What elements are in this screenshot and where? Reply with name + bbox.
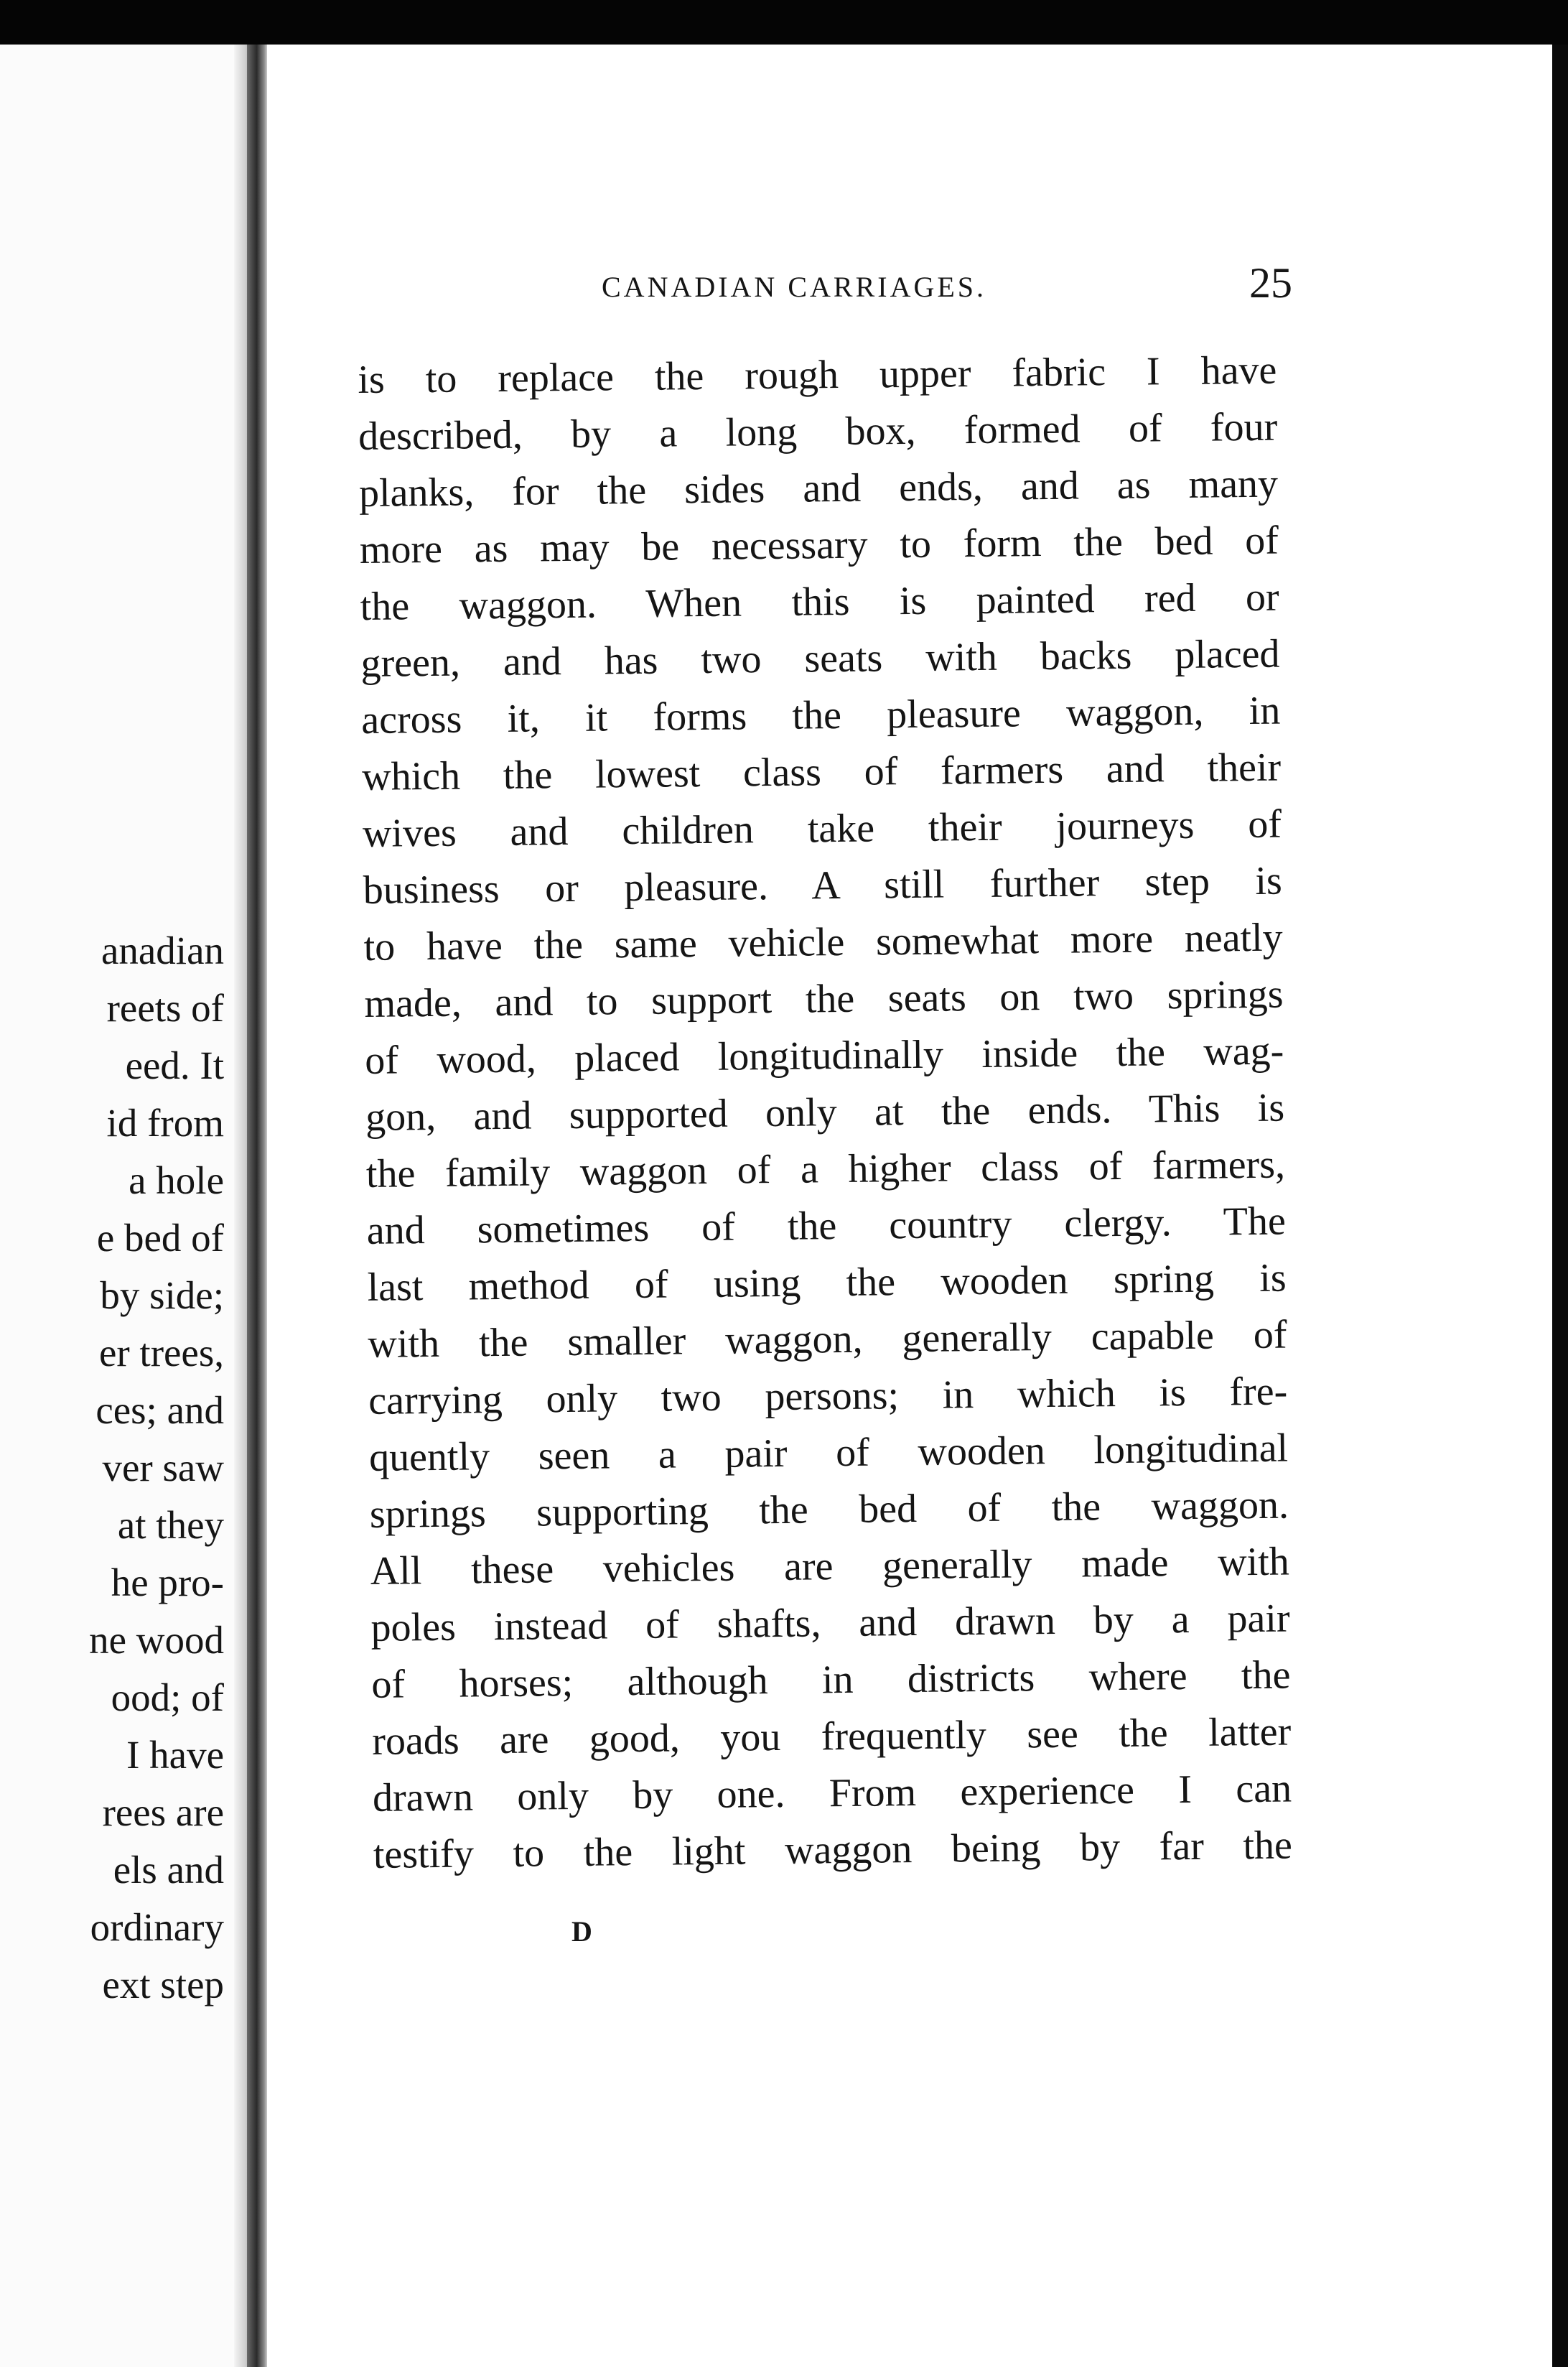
text-line: drawn only by one. From experience I can	[372, 1766, 1292, 1820]
text-line: springs supporting the bed of the waggon.	[369, 1482, 1289, 1537]
text-line: across it, it forms the pleasure waggon, in	[361, 688, 1281, 743]
text-line: roads are good, you frequently see the latter	[371, 1709, 1292, 1764]
previous-page-line: e bed of	[96, 1216, 224, 1260]
previous-page-line: ne wood	[89, 1618, 224, 1662]
text-line: testify to the light waggon being by far the	[373, 1823, 1293, 1877]
text-line: the waggon. When this is painted red or	[360, 575, 1279, 629]
text-line: All these vehicles are generally made with	[370, 1539, 1290, 1594]
previous-page-line: ext step	[102, 1963, 224, 2006]
text-line: planks, for the sides and ends, and as many	[358, 461, 1279, 516]
previous-page-line: at they	[117, 1503, 224, 1547]
previous-page-line: anadian	[101, 929, 224, 972]
text-line: with the smaller waggon, generally capable of	[368, 1312, 1287, 1367]
text-line: to have the same vehicle somewhat more neatly	[363, 915, 1283, 969]
text-line: last method of using the wooden spring is	[367, 1255, 1287, 1310]
text-line: is to replace the rough upper fabric I have	[358, 348, 1277, 402]
previous-page-line: he pro-	[111, 1561, 224, 1604]
text-line: green, and has two seats with backs placed	[360, 631, 1280, 686]
text-line: carrying only two persons; in which is fre-	[368, 1369, 1288, 1423]
previous-page-line: a hole	[129, 1158, 224, 1202]
previous-page-line: by side;	[100, 1273, 224, 1317]
text-line: described, by a long box, formed of four	[358, 404, 1278, 459]
text-line: business or pleasure. A still further step is	[363, 858, 1283, 913]
body-text	[358, 343, 1292, 1884]
text-line: poles instead of shafts, and drawn by a pair	[370, 1596, 1290, 1650]
previous-page-line: ver saw	[102, 1446, 224, 1489]
previous-page	[0, 45, 253, 2367]
previous-page-line: ces; and	[95, 1388, 224, 1432]
previous-page-line: ordinary	[90, 1905, 224, 1949]
previous-page-line: rees are	[102, 1790, 224, 1834]
text-line: of horses; although in districts where the	[371, 1652, 1291, 1707]
text-line: wives and children take their journeys of	[362, 801, 1282, 856]
scan-edge	[1552, 45, 1568, 2367]
text-line: and sometimes of the country clergy. The	[366, 1199, 1287, 1253]
page-number: 25	[1249, 259, 1292, 307]
previous-page-line: id from	[106, 1101, 224, 1145]
book-spine-gutter	[247, 45, 269, 2367]
previous-page-line: er trees,	[98, 1331, 224, 1375]
previous-page-line: ood; of	[111, 1675, 224, 1719]
text-line: made, and to support the seats on two springs	[364, 972, 1284, 1026]
previous-page-line: reets of	[106, 986, 224, 1030]
text-line: of wood, placed longitudinally inside the wag-	[365, 1028, 1284, 1083]
text-line: which the lowest class of farmers and their	[361, 745, 1282, 799]
running-head: CANADIAN CARRIAGES.	[602, 271, 987, 303]
previous-page-line: I have	[126, 1733, 224, 1777]
text-line: the family waggon of a higher class of farmers,	[365, 1142, 1286, 1196]
text-line: quently seen a pair of wooden longitudinal	[368, 1426, 1289, 1480]
previous-page-line: els and	[113, 1848, 224, 1892]
text-line: gon, and supported only at the ends. This is	[365, 1085, 1285, 1140]
previous-page-line: eed. It	[125, 1043, 224, 1087]
text-line: more as may be necessary to form the bed of	[359, 518, 1279, 572]
signature-mark: D	[571, 1915, 594, 1948]
previous-page-text	[0, 922, 224, 2014]
